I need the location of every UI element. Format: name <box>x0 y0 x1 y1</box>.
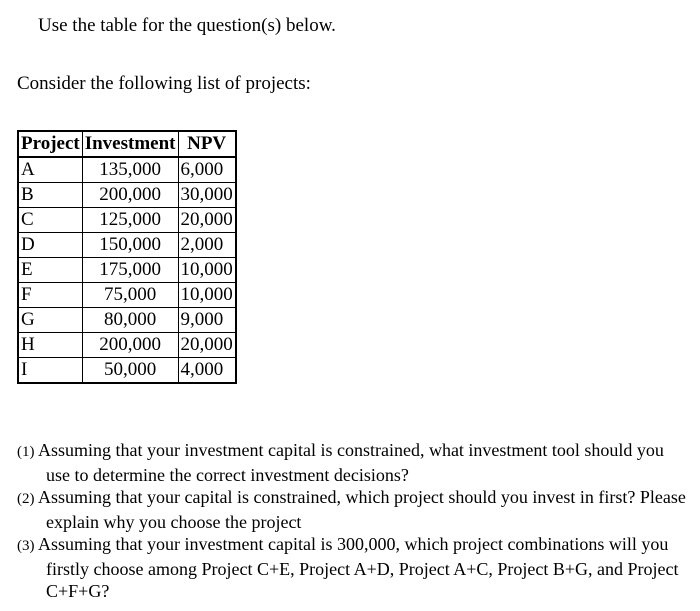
npv-cell: 9,000 <box>178 308 236 333</box>
table-row <box>18 258 236 283</box>
investment-cell: 125,000 <box>82 208 178 233</box>
question-3 <box>17 533 692 603</box>
project-cell: F <box>18 283 82 308</box>
npv-cell: 30,000 <box>178 183 236 208</box>
table-row <box>18 333 236 358</box>
investment-cell: 135,000 <box>82 157 178 183</box>
header-npv: NPV <box>178 131 236 157</box>
investment-cell: 80,000 <box>82 308 178 333</box>
table-row <box>18 283 236 308</box>
table-row <box>18 308 236 333</box>
question-list <box>17 439 692 603</box>
table-row <box>18 157 236 183</box>
npv-cell: 4,000 <box>178 358 236 384</box>
investment-cell: 75,000 <box>82 283 178 308</box>
header-investment: Investment <box>82 131 178 157</box>
question-1 <box>17 439 692 486</box>
table-row <box>18 358 236 384</box>
investment-cell: 150,000 <box>82 233 178 258</box>
project-cell: B <box>18 183 82 208</box>
table-row <box>18 233 236 258</box>
table-row <box>18 208 236 233</box>
projects-table <box>17 130 237 384</box>
project-cell: H <box>18 333 82 358</box>
question-text: Assuming that your investment capital is 300,000, which project combinations will you firstly choose among Project C+E, Project A+D, Project A+C, Project B+G, and Project C+F+G? <box>38 534 679 601</box>
header-project: Project <box>18 131 82 157</box>
project-cell: C <box>18 208 82 233</box>
consider-text: Consider the following list of projects: <box>17 73 311 94</box>
npv-cell: 6,000 <box>178 157 236 183</box>
table-header-row <box>18 131 236 157</box>
npv-cell: 10,000 <box>178 258 236 283</box>
table-row <box>18 183 236 208</box>
project-cell: I <box>18 358 82 384</box>
project-cell: E <box>18 258 82 283</box>
project-cell: A <box>18 157 82 183</box>
question-number: (2) <box>17 491 35 507</box>
npv-cell: 10,000 <box>178 283 236 308</box>
question-text: Assuming that your capital is constrained, which project should you invest in first? Please explain why you choose the project <box>38 487 686 532</box>
question-number: (1) <box>17 444 35 460</box>
investment-cell: 175,000 <box>82 258 178 283</box>
investment-cell: 200,000 <box>82 333 178 358</box>
question-text: Assuming that your investment capital is constrained, what investment tool should you use to determine the correct investment decisions? <box>38 440 664 485</box>
npv-cell: 2,000 <box>178 233 236 258</box>
question-2 <box>17 486 692 533</box>
intro-text: Use the table for the question(s) below. <box>38 15 336 36</box>
project-cell: D <box>18 233 82 258</box>
investment-cell: 200,000 <box>82 183 178 208</box>
npv-cell: 20,000 <box>178 208 236 233</box>
project-cell: G <box>18 308 82 333</box>
question-number: (3) <box>17 538 35 554</box>
npv-cell: 20,000 <box>178 333 236 358</box>
investment-cell: 50,000 <box>82 358 178 384</box>
